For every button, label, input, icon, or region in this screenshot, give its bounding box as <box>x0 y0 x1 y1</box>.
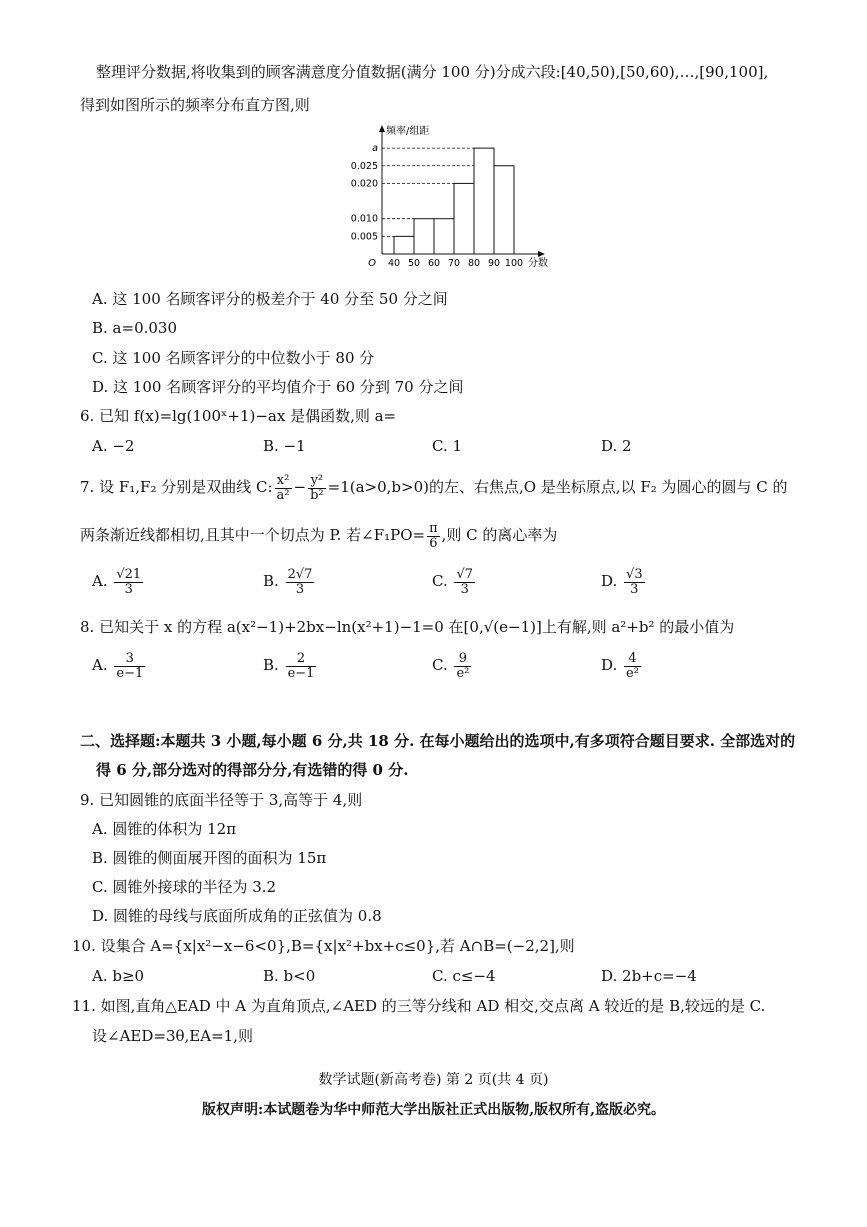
q7-y-fraction: $\frac{\text{y²}}{\text{b²}}$ <box>310 473 324 503</box>
q7-option-c: C. $\frac{√7}{3}$ <box>432 567 474 597</box>
q10-option-a: A. b≥0 <box>92 967 145 985</box>
q10-stem: 10. 设集合 A={x|x²−x−6<0},B={x|x²+bx+c≤0},若 A∩B=(−2,2],则 <box>72 937 575 955</box>
q7-option-a: A. $\frac{√21}{3}$ <box>92 567 142 597</box>
q8-option-a: A. $\frac{3}{e-1}$ <box>92 651 144 681</box>
page-footer: 数学试题(新高考卷) 第 2 页(共 4 页) <box>318 1072 549 1088</box>
x-tick-label-70: 70 <box>447 258 461 269</box>
x-tick-label-60: 60 <box>427 258 441 269</box>
q11-line1: 11. 如图,直角△EAD 中 A 为直角顶点,∠AED 的三等分线和 AD 相交,交点离 A 较近的是 B,较远的是 C. <box>72 997 766 1015</box>
q6-option-d: D. 2 <box>601 437 632 455</box>
section2-heading-line2: 得 6 分,部分选对的得部分分,有选错的得 0 分. <box>96 761 409 779</box>
q10-option-d: D. 2b+c=−4 <box>601 967 697 985</box>
histogram-bar-90-100 <box>494 166 514 254</box>
y-tick-label-0.010: 0.010 <box>350 213 378 225</box>
q5-option-c: C. 这 100 名顾客评分的中位数小于 80 分 <box>92 349 375 367</box>
q7-stem-a: 7. 设 F₁,F₂ 分别是双曲线 C: <box>80 478 273 497</box>
q5-option-a: A. 这 100 名顾客评分的极差介于 40 分至 50 分之间 <box>92 290 448 308</box>
histogram-bar-50-60 <box>414 219 434 254</box>
section2-heading-line1: 二、选择题:本题共 3 小题,每小题 6 分,共 18 分. 在每小题给出的选项中,有多项符合题目要求. 全部选对的 <box>80 732 796 750</box>
x-axis-title: 分数 <box>528 258 548 269</box>
y-tick-label-0.005: 0.005 <box>350 231 378 243</box>
q9-option-d: D. 圆锥的母线与底面所成角的正弦值为 0.8 <box>92 907 382 925</box>
q10-option-b: B. b<0 <box>263 967 316 985</box>
q7-stem-line2 <box>80 522 557 550</box>
x-tick-label-40: 40 <box>387 258 401 269</box>
q7-option-b: B. $\frac{2√7}{3}$ <box>263 567 313 597</box>
q10-option-c: C. c≤−4 <box>432 967 496 985</box>
q5-option-d: D. 这 100 名顾客评分的平均值介于 60 分到 70 分之间 <box>92 378 464 396</box>
y-tick-label-0.025: 0.025 <box>350 160 378 172</box>
origin-label: O <box>368 258 376 269</box>
histogram-bar-40-50 <box>394 236 414 254</box>
x-tick-label-100: 100 <box>504 258 524 269</box>
q7-line2-b: ,则 C 的离心率为 <box>441 526 558 545</box>
q8-option-b: B. $\frac{2}{e-1}$ <box>263 651 315 681</box>
q5-option-b: B. a=0.030 <box>92 319 178 337</box>
q9-stem: 9. 已知圆锥的底面半径等于 3,高等于 4,则 <box>80 791 363 809</box>
q7-stem-b: =1(a>0,b>0)的左、右焦点,O 是坐标原点,以 F₂ 为圆心的圆与 C 的 <box>327 478 788 497</box>
y-tick-label-0.020: 0.020 <box>350 178 378 190</box>
q5-intro-line2: 得到如图所示的频率分布直方图,则 <box>80 96 310 114</box>
q7-x-fraction: $\frac{\text{x²}}{\text{a²}}$ <box>276 473 290 503</box>
histogram-bar-60-70 <box>434 219 454 254</box>
copyright-notice: 版权声明:本试题卷为华中师范大学出版社正式出版物,版权所有,盗版必究。 <box>202 1102 665 1118</box>
q5-intro-line1: 整理评分数据,将收集到的顾客满意度分值数据(满分 100 分)分成六段:[40,50),[50,60),…,[90,100], <box>96 63 769 81</box>
q8-option-d: D. $\frac{4}{\text{e²}}$ <box>601 651 639 681</box>
q6-option-c: C. 1 <box>432 437 463 455</box>
q7-line2-a: 两条渐近线都相切,且其中一个切点为 P. 若∠F₁PO= <box>80 526 426 545</box>
frequency-histogram <box>340 122 548 277</box>
q9-option-b: B. 圆锥的侧面展开图的面积为 15π <box>92 849 327 867</box>
y-axis-title: 频率/组距 <box>386 126 430 137</box>
histogram-bars <box>394 148 514 254</box>
histogram-bar-80-90 <box>474 148 494 254</box>
x-axis-arrow <box>538 251 545 257</box>
q11-line2: 设∠AED=3θ,EA=1,则 <box>92 1027 253 1045</box>
q6-option-b: B. −1 <box>263 437 306 455</box>
x-tick-label-90: 90 <box>487 258 501 269</box>
histogram-bar-70-80 <box>454 183 474 254</box>
q9-option-c: C. 圆锥外接球的半径为 3.2 <box>92 878 277 896</box>
x-tick-label-80: 80 <box>467 258 481 269</box>
q8-option-c: C. $\frac{9}{\text{e²}}$ <box>432 651 470 681</box>
q9-option-a: A. 圆锥的体积为 12π <box>92 820 237 838</box>
q8-stem: 8. 已知关于 x 的方程 a(x²−1)+2bx−ln(x²+1)−1=0 在[0,√(e−1)]上有解,则 a²+b² 的最小值为 <box>80 618 735 636</box>
y-axis-arrow <box>379 125 385 132</box>
y-tick-label-a: a <box>372 143 378 155</box>
x-tick-label-50: 50 <box>407 258 421 269</box>
q6-option-a: A. −2 <box>92 437 135 455</box>
q6-stem: 6. 已知 f(x)=lg(100ˣ+1)−ax 是偶函数,则 a= <box>80 407 397 425</box>
q7-pi-fraction: $\frac{\pi}{6}$ <box>429 521 438 551</box>
q7-stem-line1: 7. 设 F₁,F₂ 分别是双曲线 C: $\frac{\text{x²}}{\text{a²}}$ − $\frac{\text{y²}}{\text{b²}}$ =1(a>0,b>0)的左、右焦点,O 是坐标原点,以 F₂ 为圆心的圆与 C 的 <box>80 473 788 503</box>
q7-option-d: D. $\frac{√3}{3}$ <box>601 567 643 597</box>
